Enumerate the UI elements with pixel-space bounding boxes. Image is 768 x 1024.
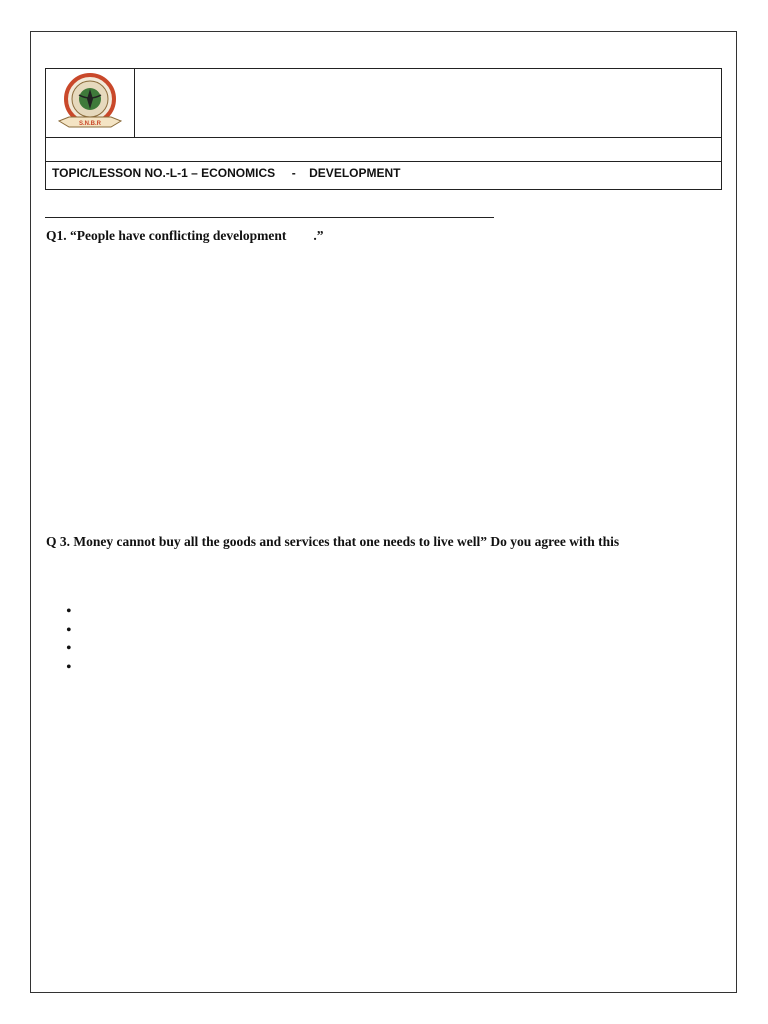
question-3: Q 3. Money cannot buy all the goods and services that one needs to live well” Do you agree with this <box>46 534 620 549</box>
horizontal-rule <box>45 217 494 218</box>
logo-cell <box>46 69 135 137</box>
topic-lesson-title: TOPIC/LESSON NO.-L-1 – ECONOMICS - DEVELOPMENT <box>52 166 401 180</box>
header-table <box>45 68 722 190</box>
question-1: Q1. “People have conflicting development .” <box>46 228 324 243</box>
school-logo <box>55 71 125 135</box>
header-divider <box>46 161 721 162</box>
logo-ribbon-text: S.N.B.R <box>78 121 102 127</box>
header-divider <box>46 137 721 138</box>
